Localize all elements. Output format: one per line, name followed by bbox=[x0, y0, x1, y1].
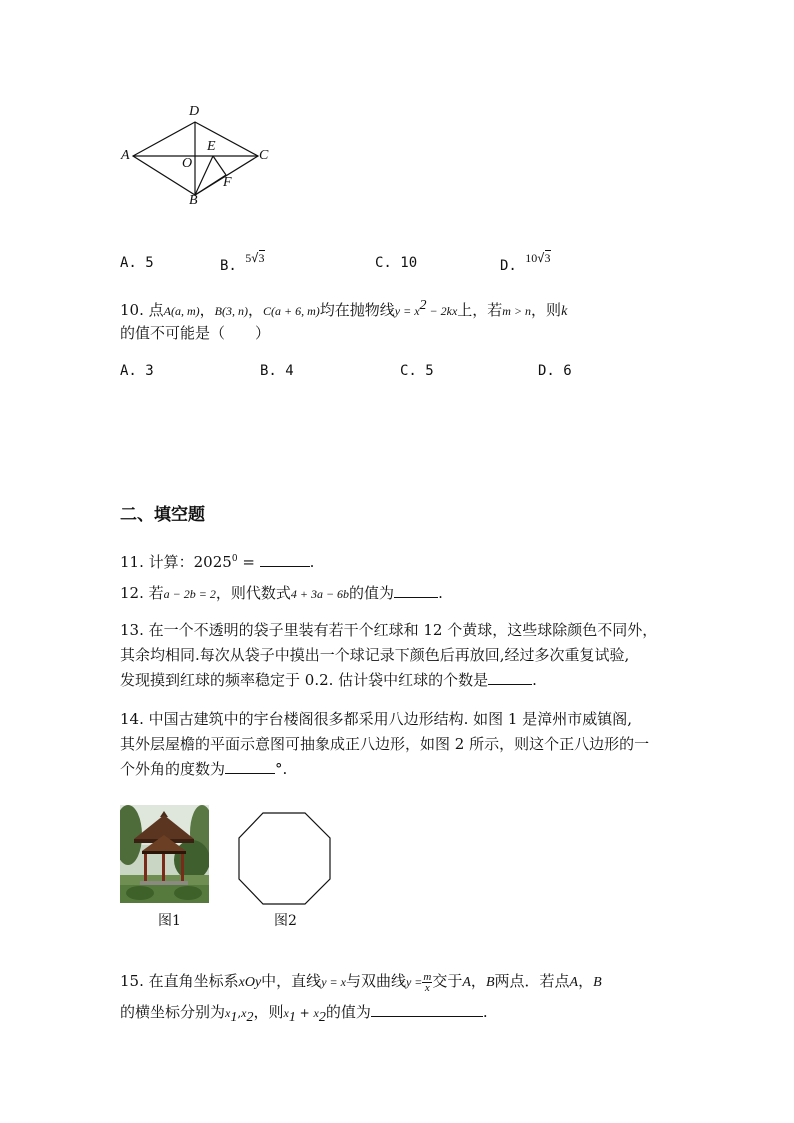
label-f: F bbox=[223, 175, 232, 190]
q10-option-d: D. 6 bbox=[538, 363, 572, 379]
q9-option-c: C. 10 bbox=[375, 255, 418, 271]
q9-option-b: B. 5√3 bbox=[220, 251, 265, 274]
q11-text: 11. 计算：$2025^0$ = . bbox=[120, 553, 315, 571]
q10-option-b: B. 4 bbox=[260, 363, 294, 379]
q15-line1: 15. 在直角坐标系xOy中，直线y = x与双曲线y = $\frac{m}{x}$ 交于A，B两点．若点A，B bbox=[120, 970, 602, 994]
q12-text: 12. 若a − 2b = 2，则代数式4 + 3a − 6b的值为 . bbox=[120, 584, 443, 602]
q10-option-c: C. 5 bbox=[400, 363, 434, 379]
q14-line2: 其外层屋檐的平面示意图可抽象成正八边形，如图 2 所示，则这个正八边形的一 bbox=[120, 735, 650, 753]
section-title: 二、填空题 bbox=[120, 505, 205, 525]
label-a: A bbox=[121, 148, 130, 163]
octagon-figure bbox=[236, 810, 332, 906]
label-d: D bbox=[189, 104, 200, 119]
q10-line2: 的值不可能是（ ） bbox=[120, 324, 271, 342]
q14-answer-blank[interactable] bbox=[225, 759, 275, 774]
label-c: C bbox=[259, 148, 269, 163]
q13-line2: 其余均相同.每次从袋子中摸出一个球记录下颜色后再放回,经过多次重复试验, bbox=[120, 646, 630, 664]
figure1-caption: 图1 bbox=[158, 913, 181, 929]
q13-answer-blank[interactable] bbox=[488, 670, 532, 685]
q15-line2: 的横坐标分别为$x_1,x_2$，则$x_1 + x_2$的值为 . bbox=[120, 1003, 488, 1025]
q9-option-a: A. 5 bbox=[120, 255, 154, 271]
q10-line1: 10. 点A(a, m)，B(3, n)，C(a + 6, m)均在抛物线$y = x^2 - 2kx$上，若m > n，则k bbox=[120, 298, 568, 319]
q14-line3: 个外角的度数为 °. bbox=[120, 760, 288, 778]
label-o: O bbox=[182, 156, 193, 171]
q14-line1: 14. 中国古建筑中的宇台楼阁很多都采用八边形结构. 如图 1 是漳州市威镇阁, bbox=[120, 710, 633, 728]
label-e: E bbox=[207, 139, 216, 154]
q11-answer-blank[interactable] bbox=[260, 552, 310, 567]
q13-line1: 13. 在一个不透明的袋子里装有若干个红球和 12 个黄球，这些球除颜色不同外， bbox=[120, 621, 658, 639]
figure2-caption: 图2 bbox=[274, 913, 297, 929]
segment-ef bbox=[213, 156, 226, 175]
q15-answer-blank[interactable] bbox=[371, 1002, 483, 1017]
q12-answer-blank[interactable] bbox=[394, 583, 438, 598]
q9-option-d: D. 10√3 bbox=[500, 251, 551, 274]
pavilion-photo bbox=[120, 805, 209, 903]
label-b: B bbox=[189, 193, 198, 208]
q13-line3: 发现摸到红球的频率稳定于 0.2. 估计袋中红球的个数是 . bbox=[120, 671, 537, 689]
q10-option-a: A. 3 bbox=[120, 363, 154, 379]
